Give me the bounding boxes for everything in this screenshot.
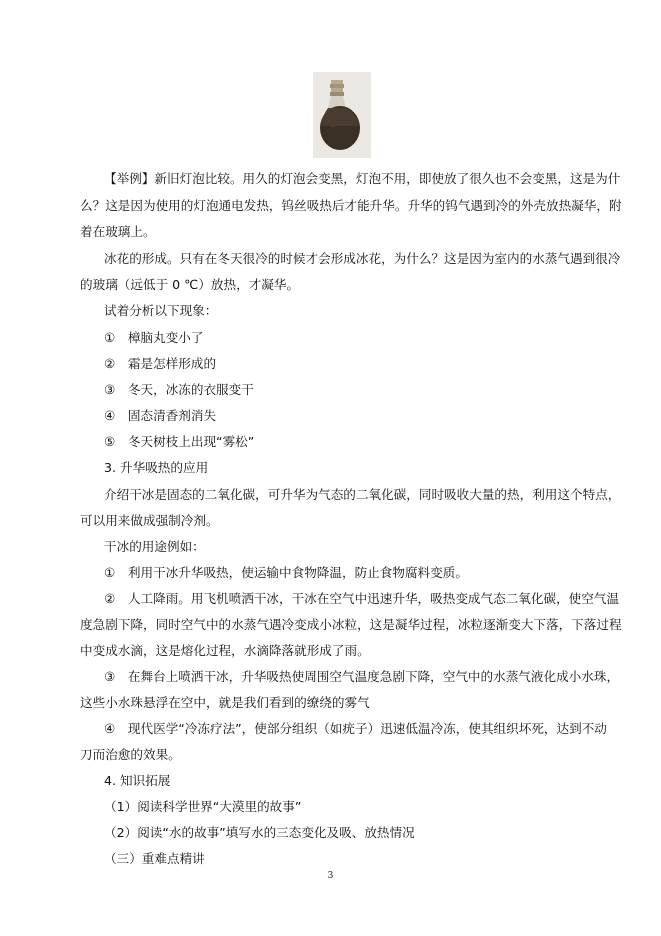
list-item: ① 利用干冰升华吸热，使运输中食物降温，防止食物腐料变质。 [104,565,468,580]
text-line: 中变成水滴，这是熔化过程，水滴降落就形成了雨。 [80,643,370,658]
text-line: 这些小水珠悬浮在空中，就是我们看到的缭绕的雾气 [80,695,370,710]
section-heading: 4. 知识拓展 [104,773,171,788]
list-item: ④ 固态清香剂消失 [104,408,217,423]
list-item: ③ 冬天，冰冻的衣服变干 [104,382,254,397]
text-line: 试着分析以下现象： [104,303,218,318]
text-line: 可以用来做成强制冷剂。 [80,513,219,528]
text-line: 度急剧下降，同时空气中的水蒸气遇冷变成小冰粒，这是凝华过程，冰粒逐渐变大下落，下落过程 [80,617,622,632]
list-item: ② 人工降雨。用飞机喷洒干冰，干冰在空气中迅速升华，吸热变成气态二氧化碳，使空气温 [104,591,620,606]
list-item: ④ 现代医学“冷冻疗法”，使部分组织（如疣子）迅速低温冷冻，使其组织坏死，达到不动 [104,721,607,736]
light-bulb-figure [313,72,371,158]
list-item: ③ 在舞台上喷洒干冰，升华吸热使周围空气温度急剧下降，空气中的水蒸气液化成小水珠， [104,669,620,684]
list-item: （2）阅读“水的故事”填写水的三态变化及吸、放热情况 [104,825,415,840]
list-item: ① 樟脑丸变小了 [104,330,204,345]
list-item: ⑤ 冬天树枝上出现“雾松” [104,434,255,449]
text-line: 干冰的用途例如： [104,539,205,554]
text-line: 么？这是因为使用的灯泡通电发热，钨丝吸热后才能升华。升华的钨气遇到冷的外壳放热凝华，附 [80,198,622,213]
text-line: 【举例】新旧灯泡比较。用久的灯泡会变黑，灯泡不用，即使放了很久也不会变黑，这是为什 [104,171,621,186]
text-line: 的玻璃（远低于 0 ℃）放热，才凝华。 [80,277,300,292]
page-number: 3 [327,871,334,881]
list-item: ② 霜是怎样形成的 [104,356,217,371]
section-heading: 3. 升华吸热的应用 [104,460,209,475]
text-line: 着在玻璃上。 [80,224,156,239]
section-heading: （三）重难点精讲 [104,851,205,866]
text-line: 介绍干冰是固态的二氧化碳，可升华为气态的二氧化碳，同时吸收大量的热，利用这个特点， [104,487,621,502]
list-item: （1）阅读科学世界“大漠里的故事” [104,799,302,814]
text-line: 冰花的形成。只有在冬天很冷的时候才会形成冰花，为什么？这是因为室内的水蒸气遇到很冷 [104,251,621,266]
text-line: 刀而治愈的效果。 [80,747,181,762]
light-bulb-icon [313,72,371,158]
